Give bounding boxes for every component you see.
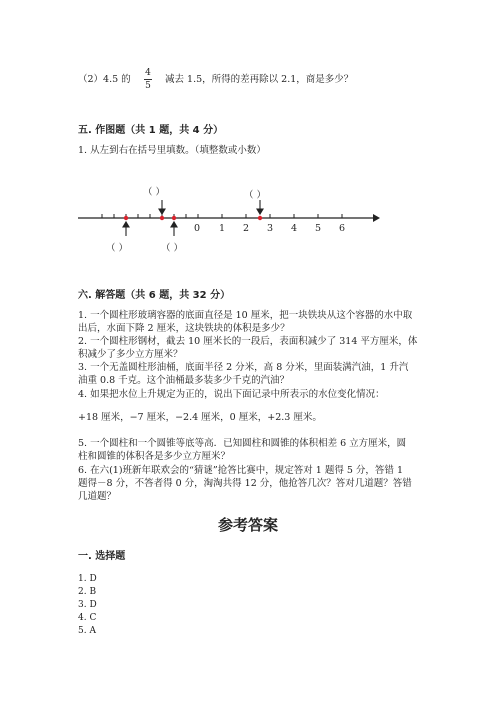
answer-item: 3. D <box>78 600 97 610</box>
arrow-up-icon <box>171 222 177 236</box>
point-marker <box>172 216 176 220</box>
point-marker <box>124 216 128 220</box>
fraction-denominator: 5 <box>145 81 151 91</box>
bracket-top-1: （ ） <box>143 187 166 198</box>
fraction-bar <box>144 79 152 80</box>
tick-label-3: 3 <box>267 223 274 234</box>
answer-item: 1. D <box>78 574 97 584</box>
section5-heading: 五. 作图题（共 1 题，共 4 分） <box>78 125 224 136</box>
q2-prefix: （2）4.5 的 <box>78 74 131 85</box>
section6-line: 4. 如果把水位上升规定为正的，说出下面记录中所表示的水位变化情况： <box>78 389 385 400</box>
fraction-four-fifths <box>141 68 155 91</box>
tick-label-6: 6 <box>339 223 346 234</box>
answer-item: 2. B <box>78 587 97 597</box>
section6-line: 5. 一个圆柱和一个圆锥等底等高．已知圆柱和圆锥的体积相差 6 立方厘米，圆 <box>78 438 407 449</box>
tick-label-1: 1 <box>219 223 226 234</box>
number-line <box>70 196 390 246</box>
tick-label-4: 4 <box>291 223 298 234</box>
answer-item: 5. A <box>78 626 96 636</box>
number-line-ticks <box>102 214 342 218</box>
section6-line: +18 厘米，−7 厘米，−2.4 厘米，0 厘米，+2.3 厘米。 <box>78 412 322 423</box>
section6-line: 积减少了多少立方厘米？ <box>78 349 183 360</box>
section6-line: 2. 一个圆柱形钢材，截去 10 厘米长的一段后，表面积减少了 314 平方厘米，体 <box>78 336 418 347</box>
tick-label-0: 0 <box>194 223 201 234</box>
bracket-top-2: （ ） <box>244 190 267 201</box>
section6-line: 3. 一个无盖圆柱形油桶，底面半径 2 分米，高 8 分米，里面装满汽油，1 升汽 <box>78 362 409 373</box>
arrow-up-icon <box>123 222 129 236</box>
tick-label-2: 2 <box>243 223 250 234</box>
section6-line: 柱和圆锥的体积各是多少立方厘米？ <box>78 451 231 462</box>
section5-q1: 1. 从左到右在括号里填数。（填整数或小数） <box>78 145 266 156</box>
arrow-down-icon <box>257 200 263 214</box>
tick-label-5: 5 <box>315 223 322 234</box>
point-marker <box>258 216 262 220</box>
answers-heading: 一. 选择题 <box>78 551 126 562</box>
section6-line: 题得－8 分，不答者得 0 分，淘淘共得 12 分，他抢答几次？答对几道题？答错 <box>78 478 412 489</box>
answers-title: 参考答案 <box>218 516 279 534</box>
bracket-bottom-1: （ ） <box>106 243 129 254</box>
section6-line: 6. 在六(1)班新年联欢会的“猜谜”抢答比赛中，规定答对 1 题得 5 分，答错 1 <box>78 465 403 476</box>
section6-line: 出后，水面下降 2 厘米，这块铁块的体积是多少？ <box>78 323 290 334</box>
fraction-numerator: 4 <box>145 68 151 78</box>
section6-line: 几道题？ <box>78 491 117 502</box>
section6-line: 油重 0.8 千克。这个油桶最多装多少千克的汽油？ <box>78 375 290 386</box>
point-marker <box>160 216 164 220</box>
q2-suffix: 减去 1.5，所得的差再除以 2.1，商是多少？ <box>165 74 354 85</box>
number-line-arrow-icon <box>373 214 380 222</box>
arrow-down-icon <box>159 200 165 214</box>
section6-heading: 六. 解答题（共 6 题，共 32 分） <box>78 290 231 301</box>
section6-line: 1. 一个圆柱形玻璃容器的底面直径是 10 厘米，把一块铁块从这个容器的水中取 <box>78 310 413 321</box>
bracket-bottom-2: （ ） <box>161 243 184 254</box>
answer-item: 4. C <box>78 613 97 623</box>
